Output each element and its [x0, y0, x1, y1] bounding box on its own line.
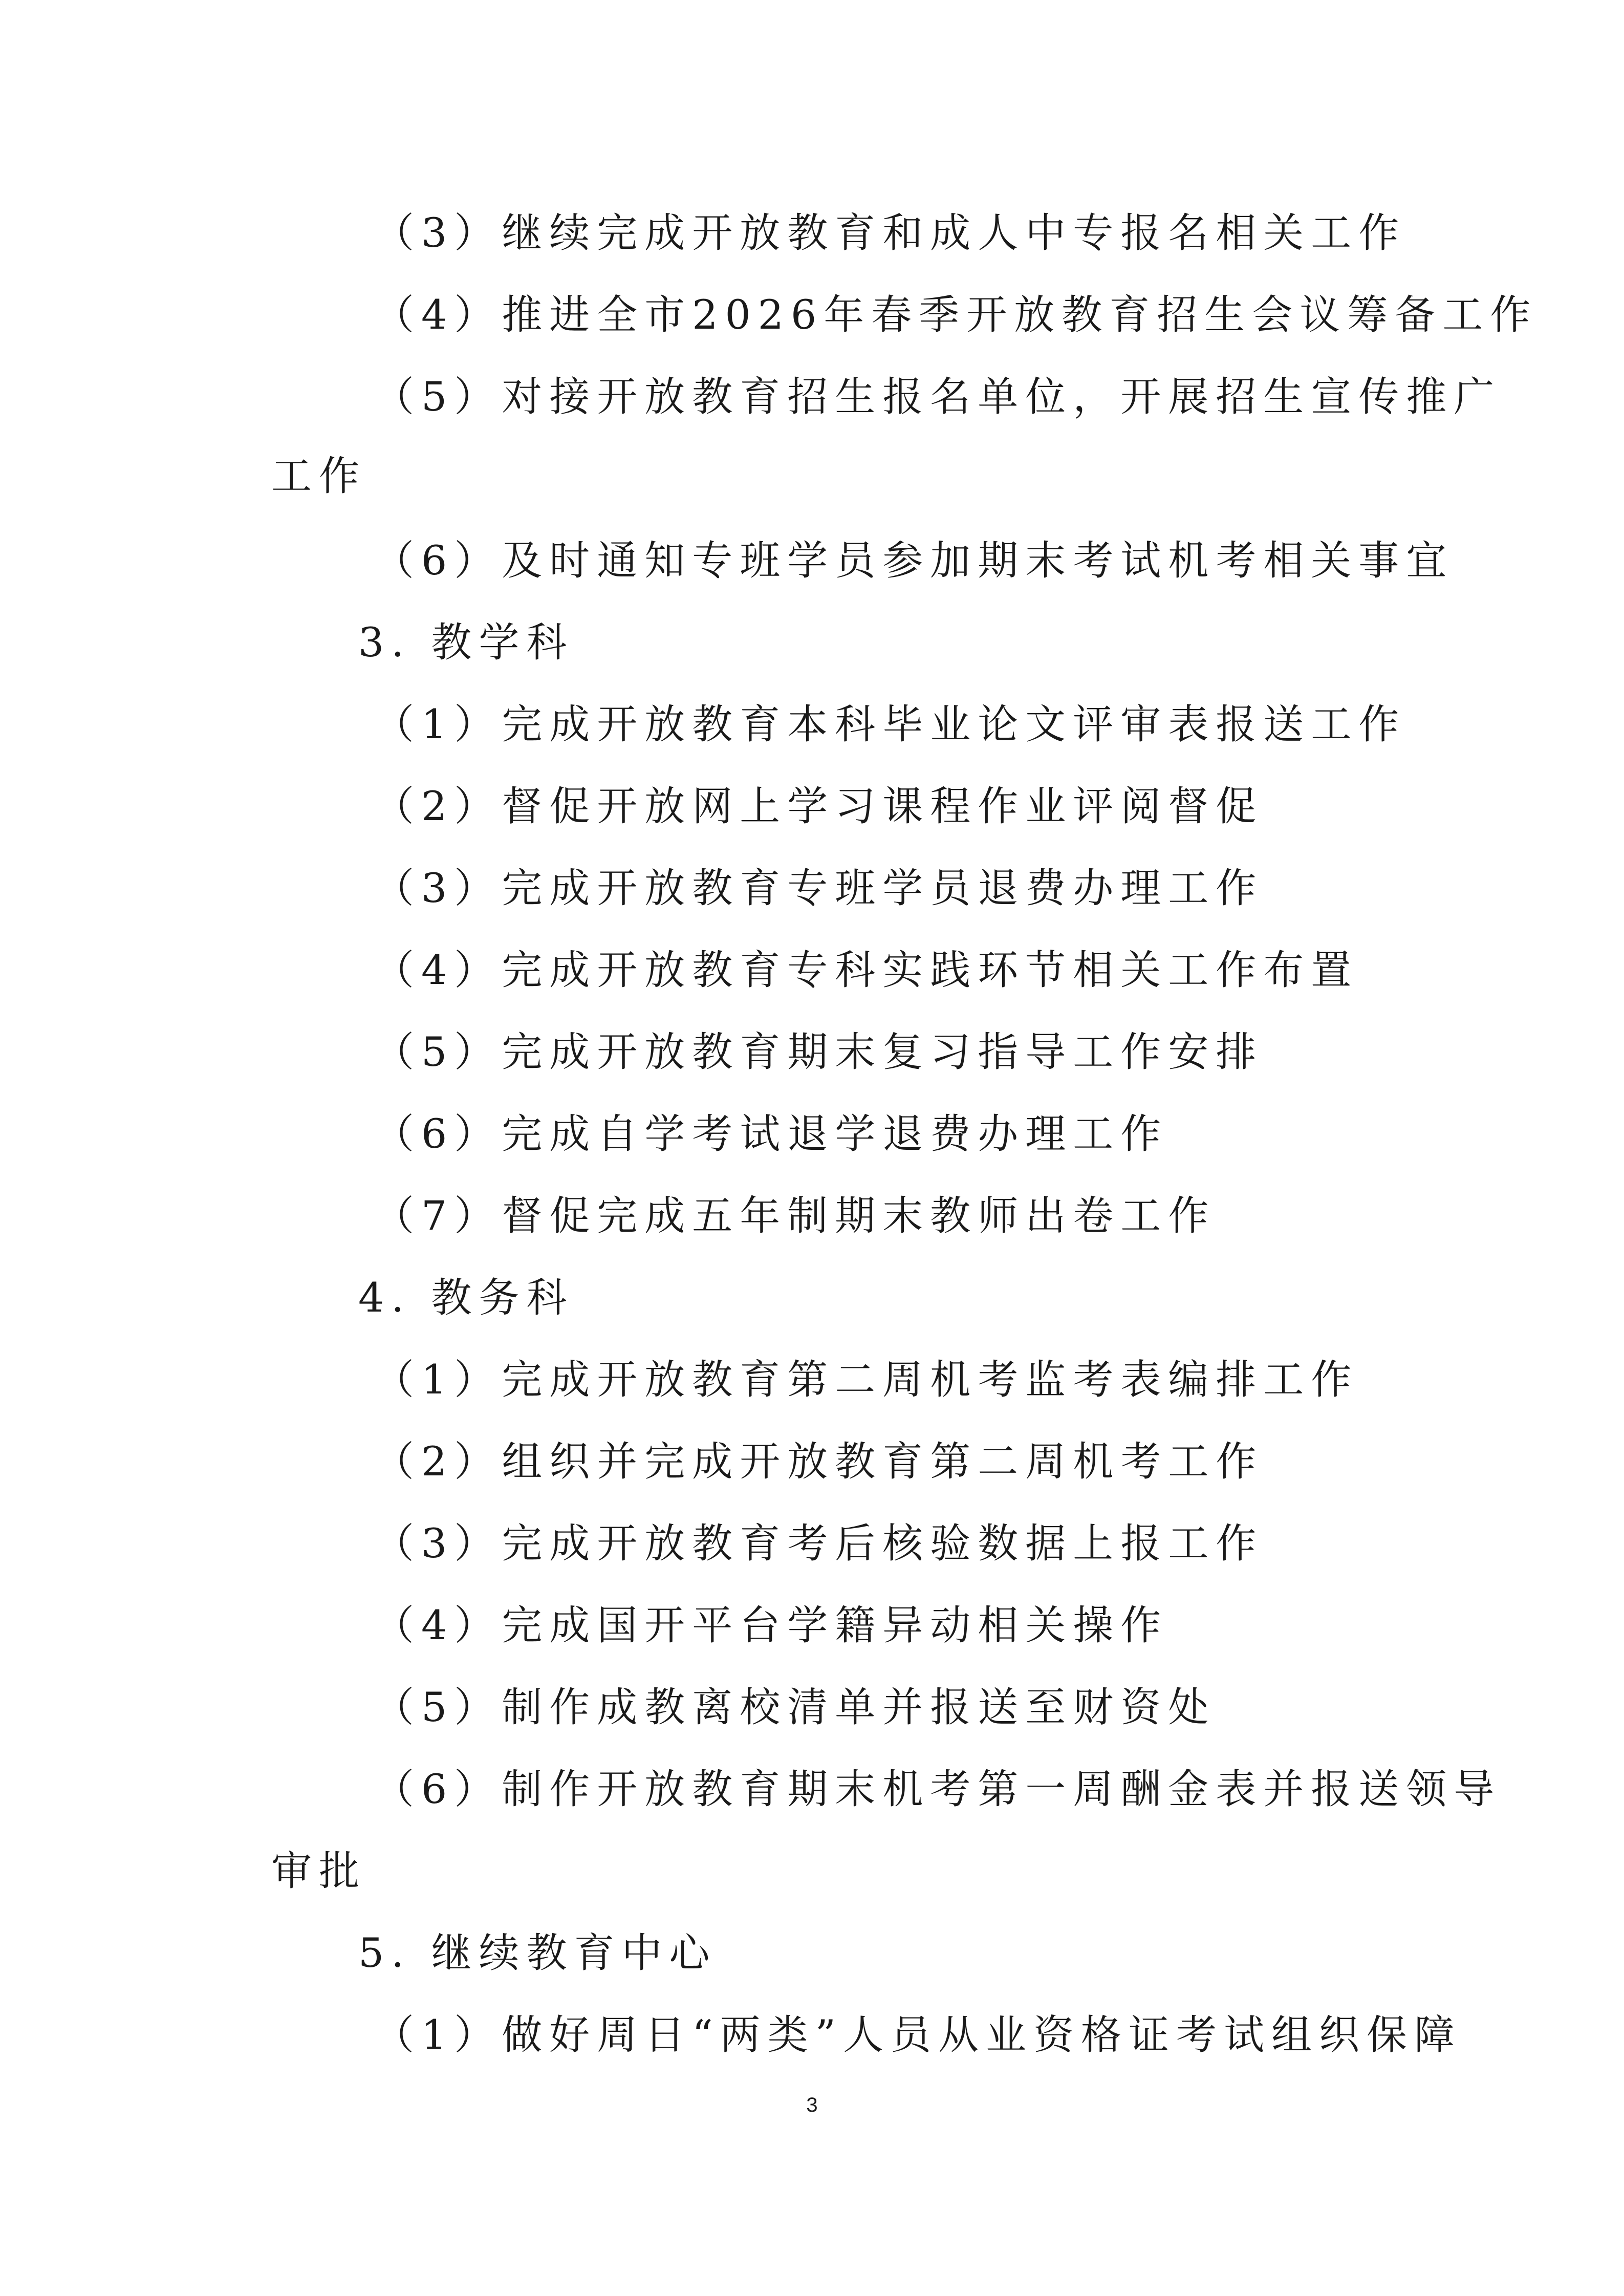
- page-number: 3: [806, 2094, 818, 2116]
- list-item: （1）完成开放教育本科毕业论文评审表报送工作: [374, 701, 1406, 748]
- paragraph-line: （4）推进全市2026年春季开放教育招生会议筹备工作: [374, 291, 1538, 338]
- list-item: （2）组织并完成开放教育第二周机考工作: [374, 1438, 1264, 1485]
- list-item: （2）督促开放网上学习课程作业评阅督促: [374, 783, 1264, 830]
- paragraph-line: （6）及时通知专班学员参加期末考试机考相关事宜: [374, 537, 1454, 584]
- list-item: （6）完成自学考试退学退费办理工作: [374, 1110, 1168, 1157]
- paragraph-line: （5）对接开放教育招生报名单位，开展招生宣传推广: [374, 373, 1502, 420]
- list-item: （1）做好周日“两类”人员从业资格证考试组织保障: [374, 2011, 1462, 2058]
- list-item: （1）完成开放教育第二周机考监考表编排工作: [374, 1356, 1359, 1403]
- paragraph-continuation: 审批: [271, 1848, 366, 1895]
- section-heading-continuing-education: 5. 继续教育中心: [358, 1929, 717, 1977]
- list-item: （3）完成开放教育专班学员退费办理工作: [374, 865, 1264, 912]
- list-item: （4）完成开放教育专科实践环节相关工作布置: [374, 947, 1359, 994]
- section-heading-academic-affairs: 4. 教务科: [358, 1274, 574, 1321]
- paragraph-continuation: 工作: [271, 453, 366, 500]
- paragraph-line: （3）继续完成开放教育和成人中专报名相关工作: [374, 209, 1406, 256]
- list-item: （5）完成开放教育期末复习指导工作安排: [374, 1028, 1264, 1076]
- list-item: （7）督促完成五年制期末教师出卷工作: [374, 1192, 1216, 1239]
- list-item: （6）制作开放教育期末机考第一周酬金表并报送领导: [374, 1766, 1502, 1813]
- list-item: （3）完成开放教育考后核验数据上报工作: [374, 1520, 1264, 1567]
- list-item: （4）完成国开平台学籍异动相关操作: [374, 1602, 1168, 1649]
- section-heading-teaching: 3. 教学科: [358, 619, 574, 666]
- list-item: （5）制作成教离校清单并报送至财资处: [374, 1684, 1216, 1731]
